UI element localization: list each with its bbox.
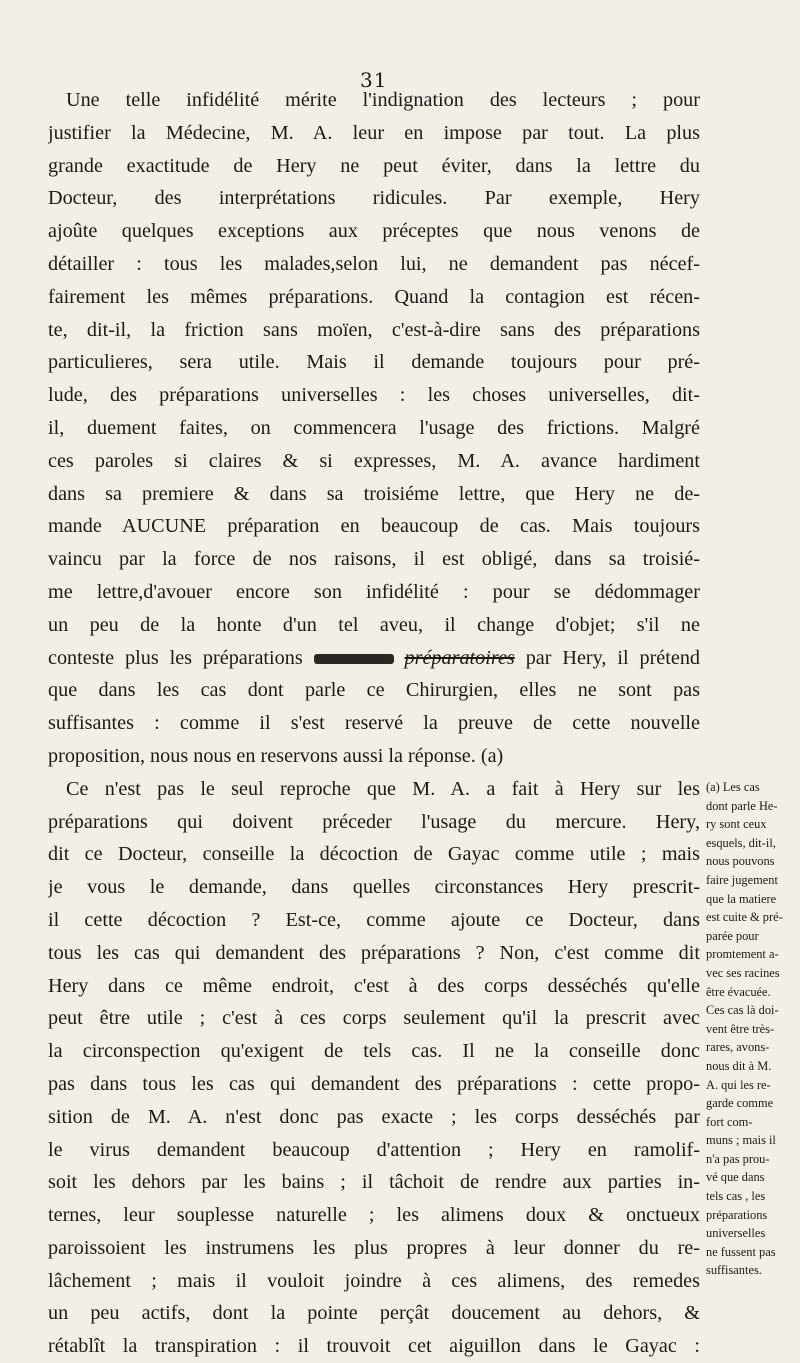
margin-note-line: que la matiere: [706, 891, 777, 906]
text-line: proposition, nous nous en reservons aussi la réponse. (a): [48, 744, 504, 767]
text-line: préparations qui doivent préceder l'usage du mercure. Hery,: [48, 810, 700, 833]
text-line: rétablît la transpiration : il trouvoit cet aiguillon dans le Gayac :: [48, 1335, 700, 1358]
text-line: un peu actifs, dont la pointe perçât doucement au dehors, &: [48, 1302, 700, 1325]
text-line: me lettre,d'avouer encore son infidélité : pour se dédommager: [48, 580, 700, 603]
margin-note-line: Ces cas là doi-: [706, 1003, 779, 1018]
text-line: soit les dehors par les bains ; il tâchoit de rendre aux parties in-: [48, 1171, 700, 1194]
text-line: particulieres, sera utile. Mais il demande toujours pour pré-: [48, 351, 700, 374]
margin-note-line: tels cas , les: [706, 1189, 766, 1204]
margin-note-line: préparations: [706, 1207, 768, 1222]
text-line: un peu de la honte d'un tel aveu, il change d'objet; s'il ne: [48, 613, 700, 636]
text-line: te, dit-il, la friction sans moïen, c'est-à-dire sans des préparations: [48, 318, 700, 341]
margin-note-line: ry sont ceux: [706, 817, 767, 832]
page-number: 31: [360, 68, 388, 92]
text-line: mande AUCUNE préparation en beaucoup de cas. Mais toujours: [48, 515, 700, 538]
text-fragment: par Hery, il prétend: [525, 646, 700, 669]
text-line: Hery dans ce même endroit, c'est à des corps desséchés qu'elle: [48, 974, 700, 997]
text-line: il cette décoction ? Est-ce, comme ajoute ce Docteur, dans: [48, 908, 700, 931]
handwritten-correction: préparatoires: [404, 646, 515, 669]
margin-note-line: être évacuée.: [706, 984, 771, 999]
margin-note-line: est cuite & pré-: [706, 910, 783, 925]
margin-note-line: esquels, dit-il,: [706, 835, 776, 850]
margin-note-line: garde comme: [706, 1096, 774, 1111]
margin-note-line: n'a pas prou-: [706, 1151, 770, 1166]
margin-note-line: parée pour: [706, 928, 759, 943]
text-line: ces paroles si claires & si expresses, M. A. avance hardiment: [48, 449, 700, 472]
text-line: ajoûte quelques exceptions aux préceptes que nous venons de: [48, 220, 700, 243]
text-line: le virus demandent beaucoup d'attention ; Hery en ramolif-: [48, 1138, 700, 1161]
margin-note-line: ne fussent pas: [706, 1244, 776, 1259]
margin-note-line: vent être très-: [706, 1021, 775, 1036]
margin-note-line: A. qui les re-: [706, 1077, 771, 1092]
text-line: grande exactitude de Hery ne peut éviter, dans la lettre du: [48, 154, 700, 177]
margin-note-line: suffisantes.: [706, 1263, 762, 1278]
text-line: Docteur, des interprétations ridicules. Par exemple, Hery: [48, 187, 700, 210]
text-line: Une telle infidélité mérite l'indignation des lecteurs ; pour: [66, 89, 700, 111]
text-line: suffisantes : comme il s'est reservé la preuve de cette nouvelle: [48, 712, 700, 735]
margin-note-line: (a) Les cas: [706, 780, 760, 794]
text-line: tous les cas qui demandent des préparations ? Non, c'est comme dit: [48, 941, 700, 964]
text-line-with-correction: [48, 642, 700, 675]
text-line: vaincu par la force de nos raisons, il est obligé, dans sa troisié-: [48, 548, 700, 571]
text-line: sition de M. A. n'est donc pas exacte ; les corps desséchés par: [48, 1105, 700, 1128]
margin-note-line: nous pouvons: [706, 854, 775, 869]
margin-note-line: rares, avons-: [706, 1040, 770, 1055]
text-line: que dans les cas dont parle ce Chirurgien, elles ne sont pas: [48, 679, 700, 702]
margin-note-line: faire jugement: [706, 872, 778, 887]
text-line: je vous le demande, dans quelles circonstances Hery prescrit-: [48, 876, 700, 899]
text-line: pas dans tous les cas qui demandent des préparations : cette propo-: [48, 1072, 700, 1095]
text-line: la circonspection qu'exigent de tels cas. Il ne la conseille donc: [48, 1040, 700, 1063]
margin-note-line: vec ses racines: [706, 965, 780, 980]
redaction-mark: [314, 654, 394, 664]
margin-note-line: dont parle He-: [706, 798, 778, 813]
text-line: lude, des préparations universelles : les choses universelles, dit-: [48, 384, 700, 407]
text-line: ternes, leur souplesse naturelle ; les alimens doux & onctueux: [48, 1204, 700, 1227]
text-line: il, duement faites, on commencera l'usage des frictions. Malgré: [48, 416, 700, 439]
text-line: lâchement ; mais il vouloit joindre à ces alimens, des remedes: [48, 1269, 700, 1292]
text-fragment: conteste plus les préparations: [48, 646, 303, 669]
main-text: [48, 84, 700, 1363]
text-line: justifier la Médecine, M. A. leur en impose par tout. La plus: [48, 121, 700, 144]
text-line: Ce n'est pas le seul reproche que M. A. a fait à Hery sur les: [66, 777, 700, 800]
margin-note: [706, 778, 796, 1280]
text-line: détailler : tous les malades,selon lui, ne demandent pas nécef-: [48, 252, 700, 275]
margin-note-line: promtement a-: [706, 947, 779, 962]
text-line: peut être utile ; c'est à ces corps seulement qu'il la prescrit avec: [48, 1007, 700, 1030]
text-line: dit ce Docteur, conseille la décoction de Gayac comme utile ; mais: [48, 843, 700, 866]
margin-note-line: nous dit à M.: [706, 1058, 772, 1073]
text-line: fairement les mêmes préparations. Quand la contagion est récen-: [48, 285, 700, 308]
text-line: dans sa premiere & dans sa troisiéme lettre, que Hery ne de-: [48, 482, 700, 505]
margin-note-line: fort com-: [706, 1114, 753, 1129]
text-line: paroissoient les instrumens les plus propres à leur donner du re-: [48, 1236, 700, 1259]
margin-note-line: universelles: [706, 1226, 766, 1241]
margin-note-line: muns ; mais il: [706, 1133, 776, 1148]
margin-note-line: vé que dans: [706, 1170, 765, 1185]
